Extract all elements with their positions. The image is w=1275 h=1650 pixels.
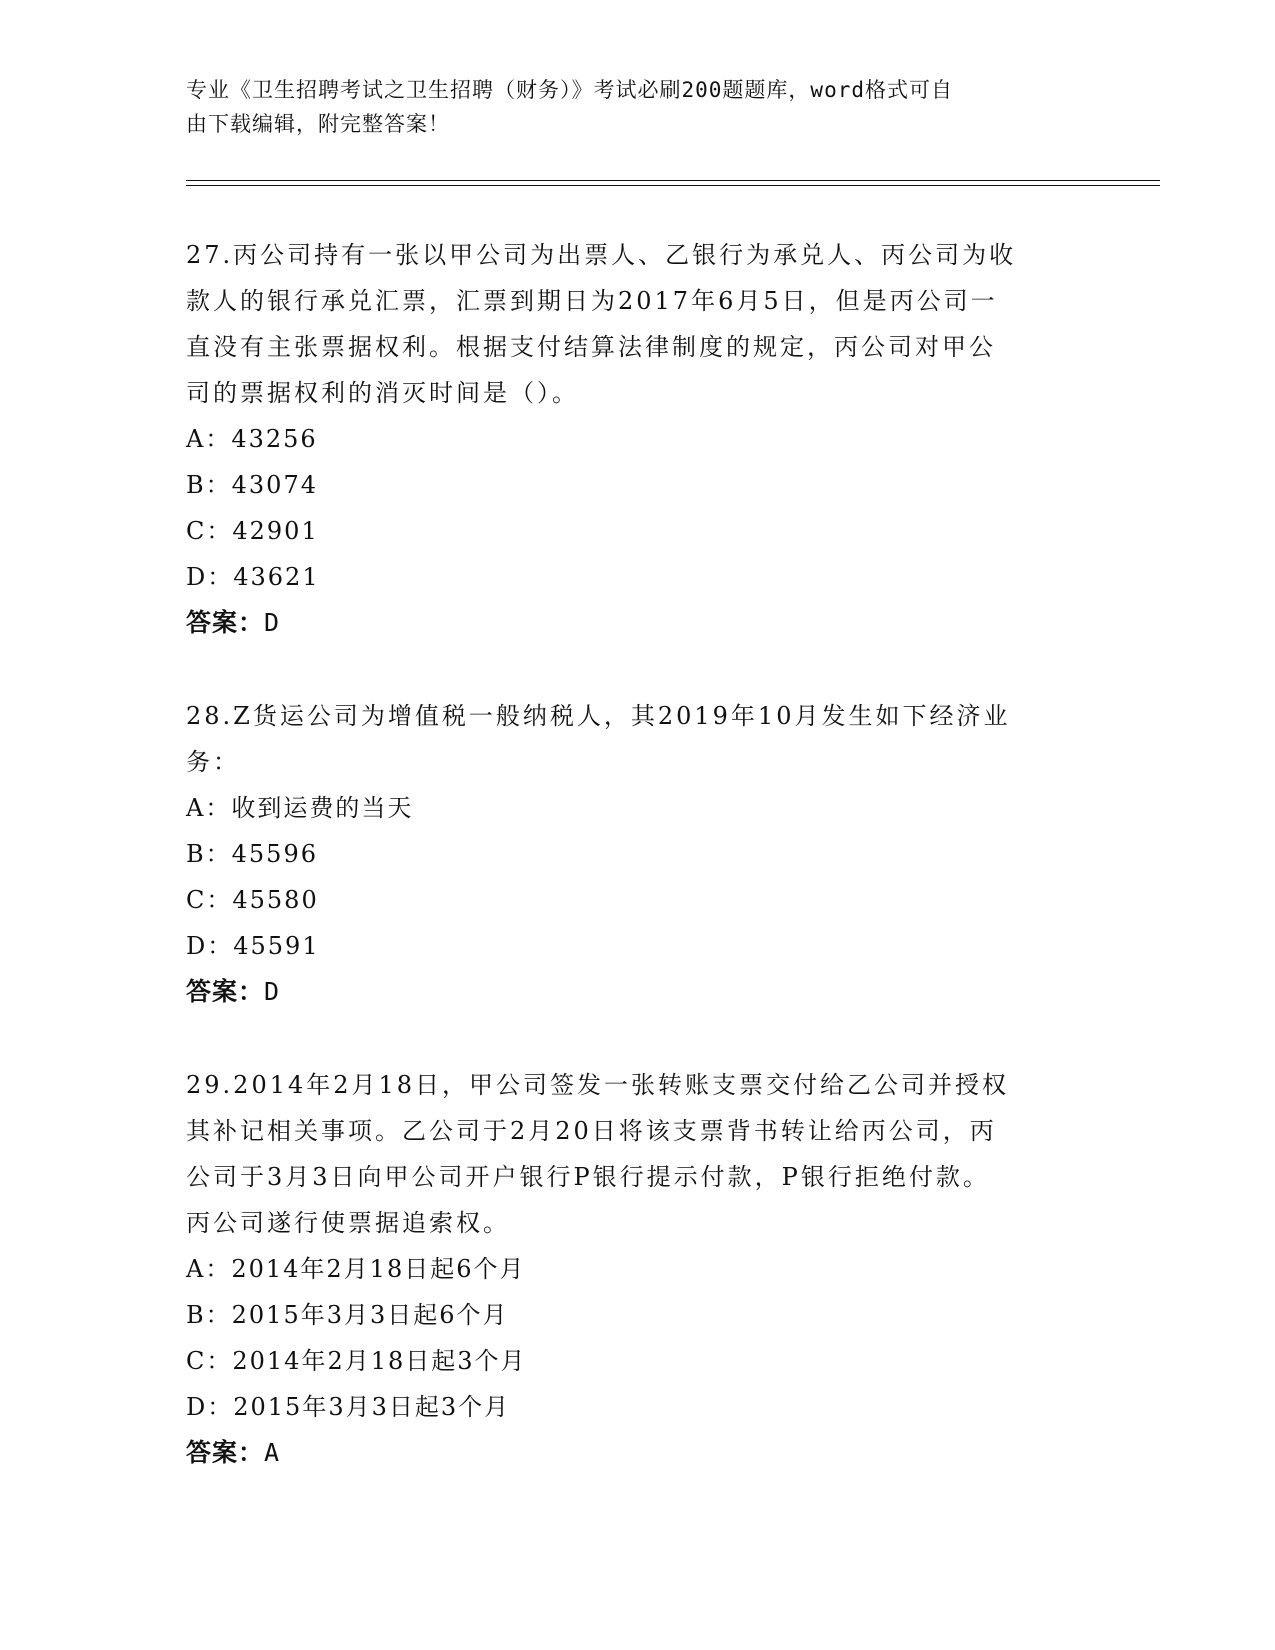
header-line-2: 由下载编辑，附完整答案！ [186,112,450,136]
option-d: D：43621 [186,563,320,591]
question-stem-line: 款人的银行承兑汇票，汇票到期日为2017年6月5日，但是丙公司一 [186,287,998,315]
question-stem-line: 司的票据权利的消灭时间是（）。 [186,379,579,407]
answer-value: D [264,977,281,1006]
question-29 [186,1062,1086,1476]
option-d: D：45591 [186,932,320,960]
option-a: A：2014年2月18日起6个月 [186,1255,526,1283]
option-a: A：收到运费的当天 [186,794,414,822]
question-stem-line: 其补记相关事项。乙公司于2月20日将该支票背书转让给丙公司，丙 [186,1117,997,1145]
question-stem-line: 丙公司遂行使票据追索权。 [186,1209,510,1237]
option-a: A：43256 [186,425,318,453]
answer-value: A [264,1438,281,1467]
question-stem-line: 务： [186,748,240,776]
option-b: B：45596 [186,840,318,868]
question-stem-line: 27.丙公司持有一张以甲公司为出票人、乙银行为承兑人、丙公司为收 [186,241,1017,269]
option-d: D：2015年3月3日起3个月 [186,1393,511,1421]
answer-line [186,600,1086,646]
question-27 [186,232,1086,646]
header-divider-bottom [186,185,1160,186]
option-b: B：2015年3月3日起6个月 [186,1301,509,1329]
question-stem-line: 公司于3月3日向甲公司开户银行P银行提示付款，P银行拒绝付款。 [186,1163,990,1191]
option-b: B：43074 [186,471,318,499]
question-28 [186,693,1086,1015]
header-divider-top [186,180,1160,181]
option-c: C：2014年2月18日起3个月 [186,1347,527,1375]
header-line-1: 专业《卫生招聘考试之卫生招聘（财务）》考试必刷200题题库，word格式可自 [186,78,953,102]
question-stem-line: 28.Z货运公司为增值税一般纳税人，其2019年10月发生如下经济业 [186,702,1011,730]
question-stem-line: 直没有主张票据权利。根据支付结算法律制度的规定，丙公司对甲公 [186,333,996,361]
answer-line [186,1430,1086,1476]
answer-value: D [264,608,281,637]
answer-label: 答案： [186,1438,265,1467]
option-c: C：42901 [186,517,319,545]
document-header [186,73,1066,141]
option-c: C：45580 [186,886,319,914]
answer-label: 答案： [186,608,265,637]
question-stem-line: 29.2014年2月18日，甲公司签发一张转账支票交付给乙公司并授权 [186,1071,1010,1099]
answer-label: 答案： [186,977,265,1006]
answer-line [186,969,1086,1015]
